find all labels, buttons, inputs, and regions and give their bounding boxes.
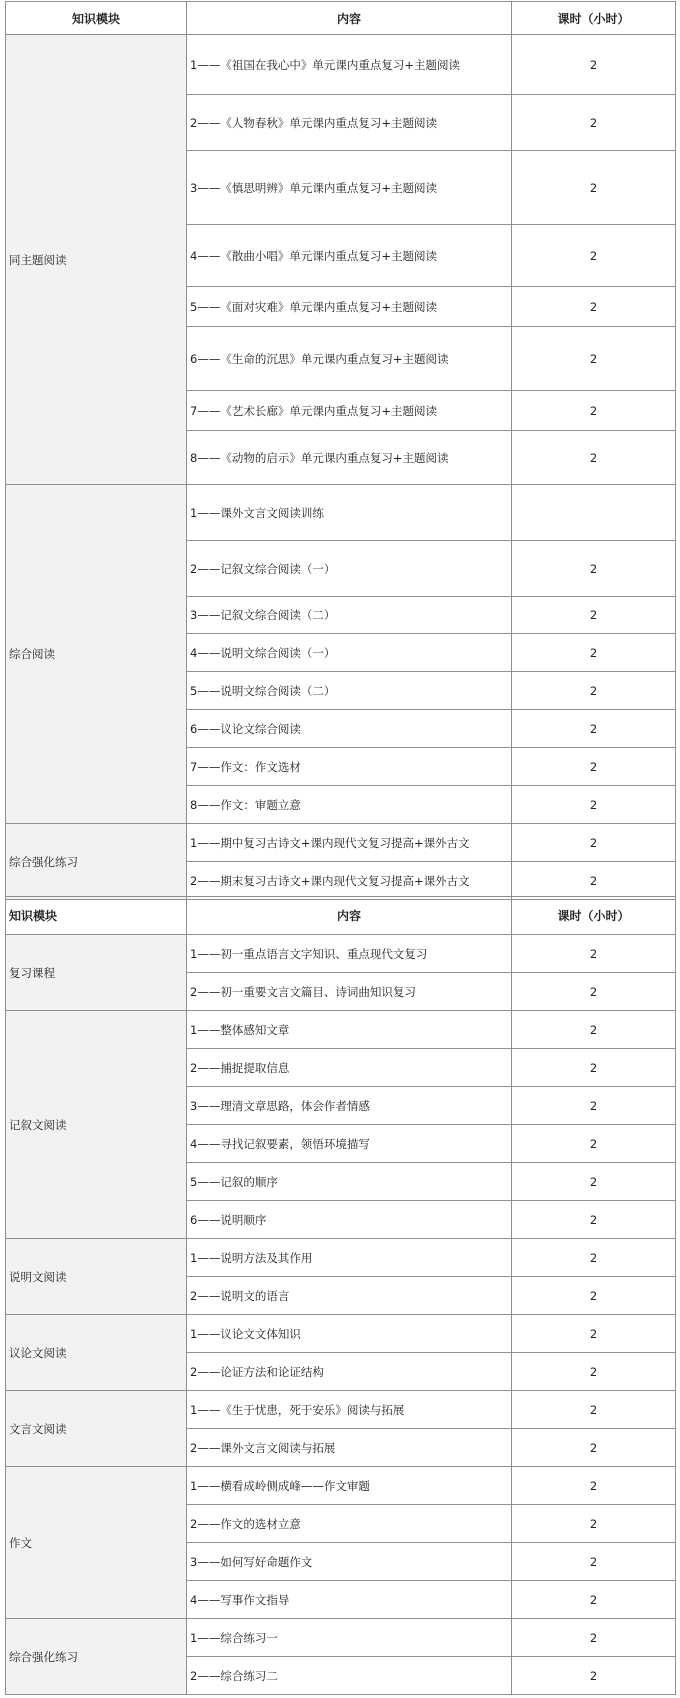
hours-cell: 2 [512, 35, 676, 95]
content-cell: 6——议论文综合阅读 [187, 710, 512, 748]
content-cell: 3——如何写好命题作文 [187, 1543, 512, 1581]
content-cell: 1——初一重点语言文字知识、重点现代文复习 [187, 935, 512, 973]
hours-cell: 2 [512, 1505, 676, 1543]
module-cell: 说明文阅读 [6, 1239, 187, 1315]
hours-cell: 2 [512, 391, 676, 431]
module-cell: 综合强化练习 [6, 1619, 187, 1695]
header-content: 内容 [187, 897, 512, 935]
table-row [6, 824, 676, 862]
hours-cell: 2 [512, 597, 676, 634]
hours-cell: 2 [512, 672, 676, 710]
hours-cell: 2 [512, 786, 676, 824]
hours-cell: 2 [512, 1163, 676, 1201]
content-cell: 1——综合练习一 [187, 1619, 512, 1657]
content-cell: 2——综合练习二 [187, 1657, 512, 1695]
table-row [6, 1619, 676, 1657]
header-hours: 课时（小时） [512, 897, 676, 935]
table-header-row [6, 2, 676, 35]
module-cell: 作文 [6, 1467, 187, 1619]
hours-cell: 2 [512, 1315, 676, 1353]
header-module: 知识模块 [6, 897, 187, 935]
content-cell: 7——作文：作文选材 [187, 748, 512, 786]
content-cell: 1——议论文文体知识 [187, 1315, 512, 1353]
module-cell: 复习课程 [6, 935, 187, 1011]
table-row [6, 935, 676, 973]
table-row [6, 35, 676, 95]
content-cell: 7——《艺术长廊》单元课内重点复习+主题阅读 [187, 391, 512, 431]
content-cell: 5——记叙的顺序 [187, 1163, 512, 1201]
module-cell: 记叙文阅读 [6, 1011, 187, 1239]
hours-cell: 2 [512, 541, 676, 597]
curriculum-table-1 [5, 1, 676, 900]
curriculum-table-2 [5, 896, 676, 1695]
hours-cell: 2 [512, 1353, 676, 1391]
hours-cell: 2 [512, 1429, 676, 1467]
content-cell: 3——《慎思明辨》单元课内重点复习+主题阅读 [187, 151, 512, 225]
hours-cell: 2 [512, 824, 676, 862]
header-module: 知识模块 [6, 2, 187, 35]
content-cell: 1——《生于忧患，死于安乐》阅读与拓展 [187, 1391, 512, 1429]
hours-cell: 2 [512, 1543, 676, 1581]
content-cell: 2——作文的选材立意 [187, 1505, 512, 1543]
module-cell: 综合强化练习 [6, 824, 187, 900]
hours-cell: 2 [512, 862, 676, 900]
content-cell: 2——捕捉提取信息 [187, 1049, 512, 1087]
hours-cell: 2 [512, 327, 676, 391]
content-cell: 6——《生命的沉思》单元课内重点复习+主题阅读 [187, 327, 512, 391]
table-row [6, 1011, 676, 1049]
hours-cell: 2 [512, 95, 676, 151]
content-cell: 3——记叙文综合阅读（二） [187, 597, 512, 634]
content-cell: 4——《散曲小唱》单元课内重点复习+主题阅读 [187, 225, 512, 287]
content-cell: 5——《面对灾难》单元课内重点复习+主题阅读 [187, 287, 512, 327]
table-row [6, 1315, 676, 1353]
hours-cell: 2 [512, 151, 676, 225]
hours-cell: 2 [512, 935, 676, 973]
content-cell: 5——说明文综合阅读（二） [187, 672, 512, 710]
hours-cell: 2 [512, 634, 676, 672]
hours-cell: 2 [512, 1619, 676, 1657]
content-cell: 6——说明顺序 [187, 1201, 512, 1239]
content-cell: 2——论证方法和论证结构 [187, 1353, 512, 1391]
hours-cell: 2 [512, 1657, 676, 1695]
hours-cell: 2 [512, 1125, 676, 1163]
content-cell: 4——写事作文指导 [187, 1581, 512, 1619]
content-cell: 1——说明方法及其作用 [187, 1239, 512, 1277]
module-cell: 综合阅读 [6, 485, 187, 824]
content-cell: 2——说明文的语言 [187, 1277, 512, 1315]
hours-cell [512, 485, 676, 541]
hours-cell: 2 [512, 1087, 676, 1125]
content-cell: 8——《动物的启示》单元课内重点复习+主题阅读 [187, 431, 512, 485]
header-content: 内容 [187, 2, 512, 35]
content-cell: 3——理清文章思路，体会作者情感 [187, 1087, 512, 1125]
header-hours: 课时（小时） [512, 2, 676, 35]
content-cell: 2——《人物春秋》单元课内重点复习+主题阅读 [187, 95, 512, 151]
hours-cell: 2 [512, 431, 676, 485]
hours-cell: 2 [512, 748, 676, 786]
content-cell: 1——《祖国在我心中》单元课内重点复习+主题阅读 [187, 35, 512, 95]
content-cell: 1——课外文言文阅读训练 [187, 485, 512, 541]
module-cell: 同主题阅读 [6, 35, 187, 485]
hours-cell: 2 [512, 1239, 676, 1277]
hours-cell: 2 [512, 1049, 676, 1087]
content-cell: 8——作文：审题立意 [187, 786, 512, 824]
hours-cell: 2 [512, 1277, 676, 1315]
table-row [6, 485, 676, 541]
content-cell: 2——记叙文综合阅读（一） [187, 541, 512, 597]
table-header-row [6, 897, 676, 935]
module-cell: 文言文阅读 [6, 1391, 187, 1467]
content-cell: 2——期末复习古诗文+课内现代文复习提高+课外古文 [187, 862, 512, 900]
hours-cell: 2 [512, 1467, 676, 1505]
hours-cell: 2 [512, 973, 676, 1011]
hours-cell: 2 [512, 1391, 676, 1429]
table-row [6, 1239, 676, 1277]
hours-cell: 2 [512, 225, 676, 287]
content-cell: 1——整体感知文章 [187, 1011, 512, 1049]
content-cell: 2——初一重要文言文篇目、诗词曲知识复习 [187, 973, 512, 1011]
hours-cell: 2 [512, 1581, 676, 1619]
hours-cell: 2 [512, 287, 676, 327]
hours-cell: 2 [512, 1201, 676, 1239]
content-cell: 2——课外文言文阅读与拓展 [187, 1429, 512, 1467]
content-cell: 4——说明文综合阅读（一） [187, 634, 512, 672]
table-row [6, 1391, 676, 1429]
content-cell: 1——期中复习古诗文+课内现代文复习提高+课外古文 [187, 824, 512, 862]
hours-cell: 2 [512, 1011, 676, 1049]
hours-cell: 2 [512, 710, 676, 748]
content-cell: 1——横看成岭侧成峰——作文审题 [187, 1467, 512, 1505]
content-cell: 4——寻找记叙要素，领悟环境描写 [187, 1125, 512, 1163]
table-row [6, 1467, 676, 1505]
module-cell: 议论文阅读 [6, 1315, 187, 1391]
